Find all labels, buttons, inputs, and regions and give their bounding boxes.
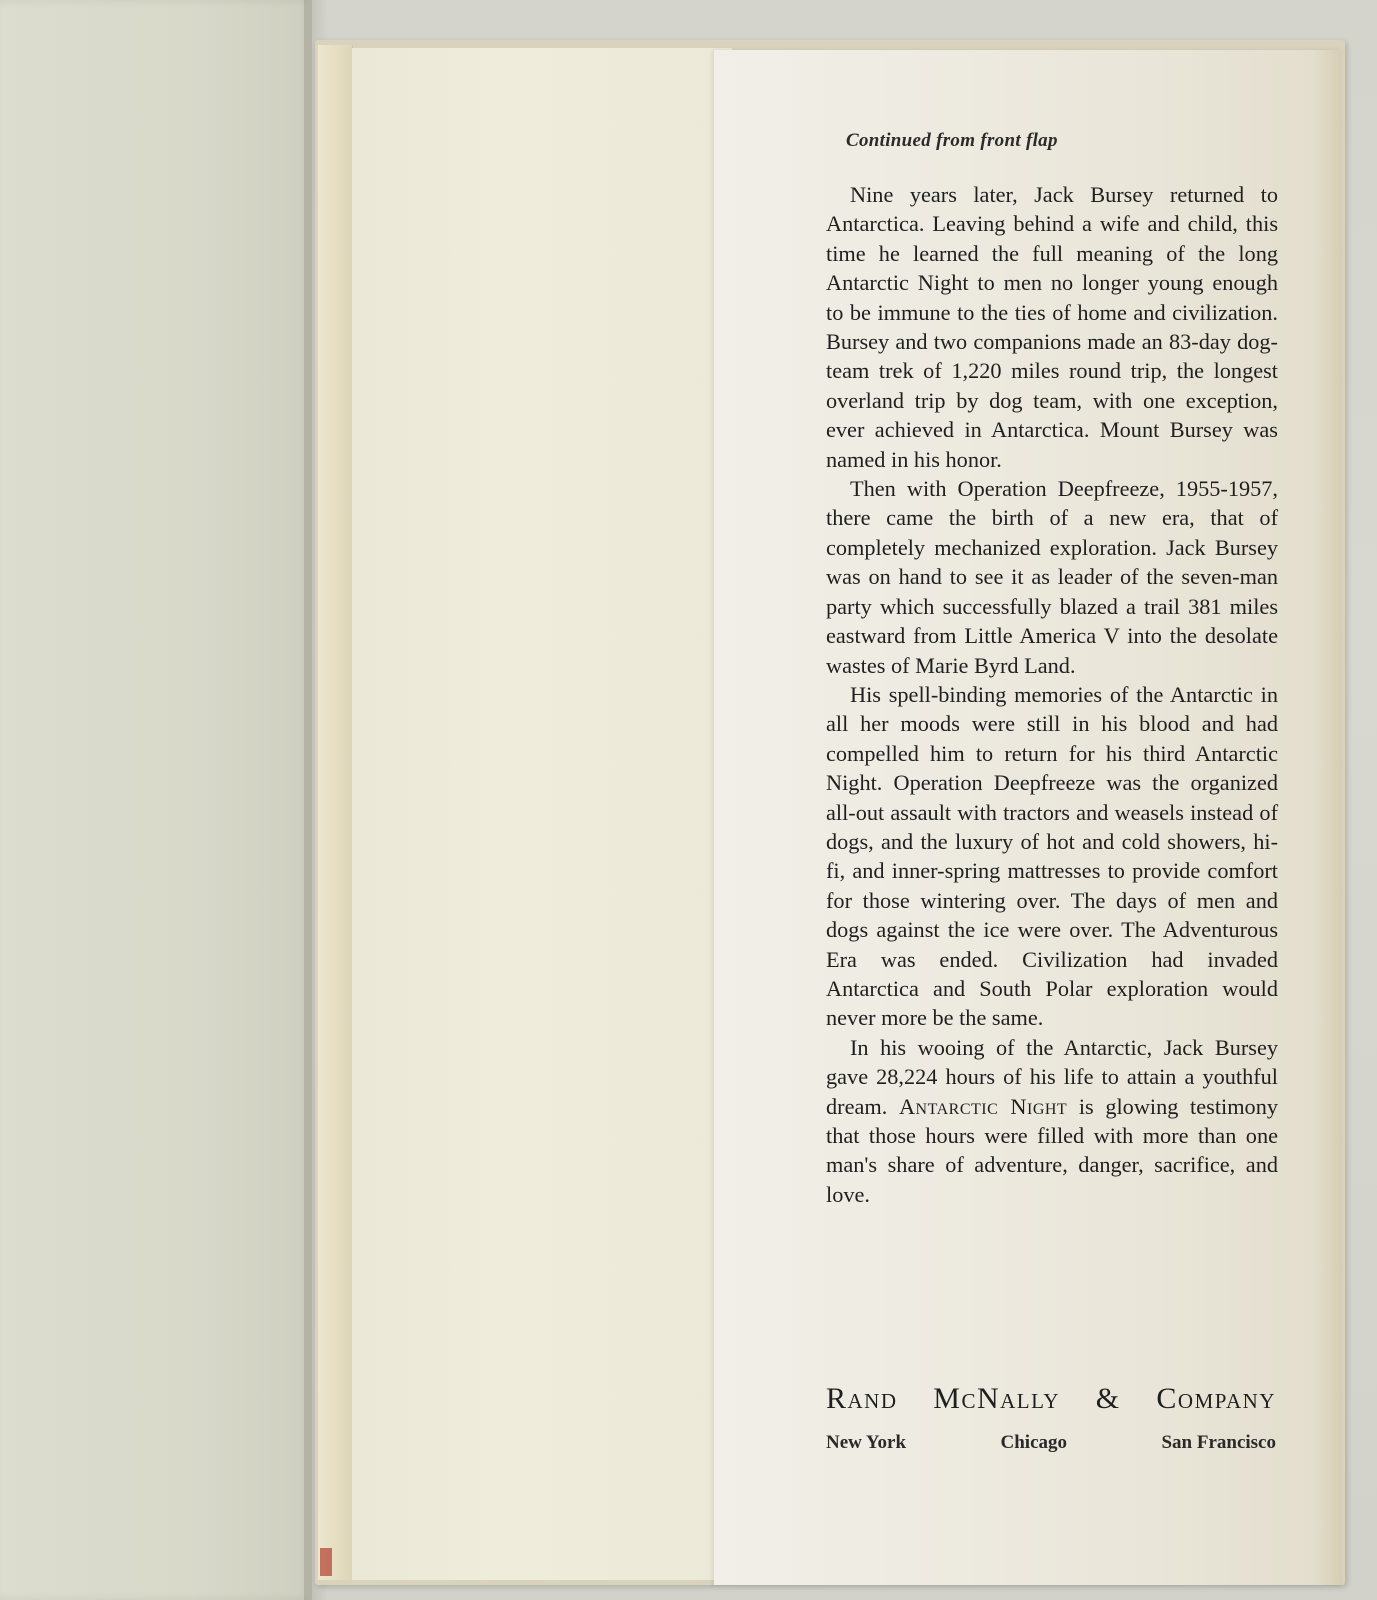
endpaper: [352, 48, 732, 1580]
final-text-after: is glowing testimony that those hours were filled with more than one man's share of adventure, danger, sacrifice, and love.: [826, 1093, 1279, 1207]
continued-label: Continued from front flap: [846, 130, 1058, 151]
flap-body-text: [826, 180, 1278, 1209]
left-page: [0, 0, 312, 1600]
city-san-francisco: San Francisco: [1161, 1432, 1276, 1453]
city-new-york: New York: [826, 1432, 907, 1453]
flap-paragraph: His spell-binding memories of the Antarctic in all her moods were still in his blood and had compelled him to return for his third Antarctic Night. Operation Deepfreeze was the organized all-out assault with tractors and weasels instead of dogs, and the luxury of hot and cold showers, hi-fi, and inner-spring mattresses to provide comfort for those wintering over. The days of men and dogs against the ice were over. The Adventurous Era was ended. Civilization had invaded Antarctica and South Polar exploration would never more be the same.: [826, 681, 1278, 1031]
city-chicago: Chicago: [1000, 1432, 1067, 1453]
flap-paragraph: Nine years later, Jack Bursey returned to Antarctica. Leaving behind a wife and child, this time he learned the full meaning of the long Antarctic Night to men no longer young enough to be immune to the ties of home and civilization. Bursey and two companions made an 83-day dog-team trek of 1,220 miles round trip, the longest overland trip by dog team, with one exception, ever achieved in Antarctica. Mount Bursey was named in his honor.: [826, 182, 1278, 472]
spine-red-edge: [320, 1548, 332, 1576]
spine-hinge: [318, 45, 353, 1580]
final-text-before: In his wooing of the Antarctic, Jack Bursey gave 28,224 hours of his life to attain a youthful dream.: [826, 1034, 1278, 1119]
publisher-cities: [826, 1432, 1276, 1454]
book-title: Antarctic Night: [898, 1093, 1068, 1119]
flap-paragraph-final: [826, 1033, 1278, 1209]
flap-paragraph: Then with Operation Deepfreeze, 1955-1957, there came the birth of a new era, that of completely mechanized exploration. Jack Bursey was on hand to see it as leader of the seven-man party which successfully blazed a trail 381 miles eastward from Little America V into the desolate wastes of Marie Byrd Land.: [826, 476, 1278, 678]
publisher-name: Rand McNally & Company: [826, 1382, 1276, 1415]
